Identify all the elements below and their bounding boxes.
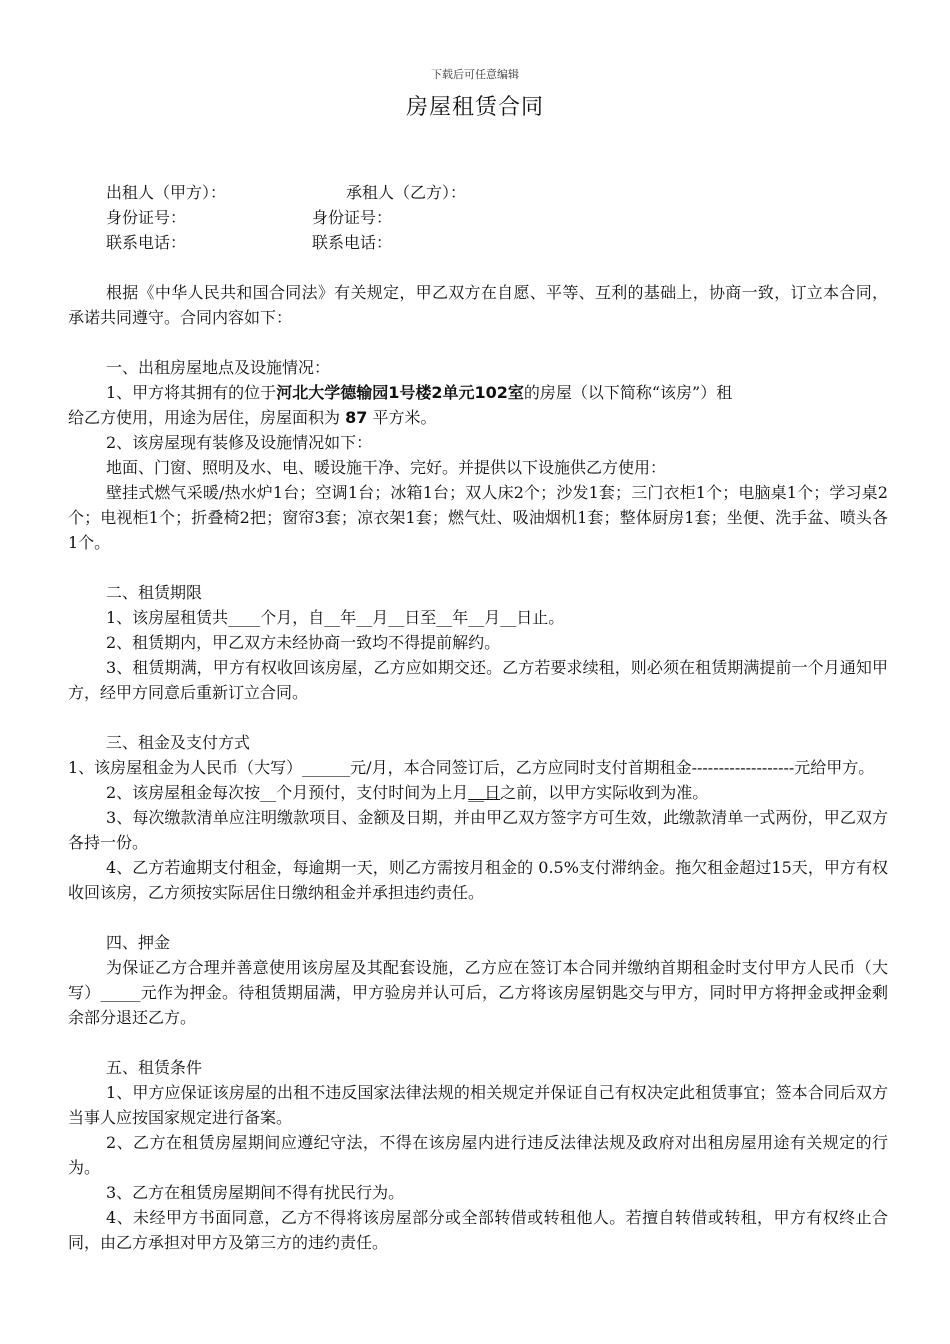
clause-text: 个月预付，支付时间为上月 [276, 783, 469, 802]
header-note: 下载后可任意编辑 [431, 68, 519, 81]
clause-text: 月 [484, 608, 501, 627]
blank-field: ____ [228, 608, 261, 627]
section-1-facilities-intro: 地面、门窗、照明及水、电、暖设施干净、完好。并提供以下设施供乙方使用： [106, 458, 667, 477]
lessee-label: 承租人（乙方）： [346, 183, 467, 202]
section-3-clause-2 [68, 780, 888, 805]
contract-title: 房屋租赁合同 [405, 95, 544, 120]
section-1-facilities-list: 壁挂式燃气采暖/热水炉1台；空调1台；冰箱1台；双人床2个；沙发1套；三门衣柜1个；电脑桌1个；学习桌2个；电视柜1个；折叠椅2把；窗帘3套；凉衣架1套；燃气灶、吸油烟机1套；整体厨房1套；坐便、洗手盆、喷头各1个。 [68, 483, 888, 552]
clause-text: 日至 [404, 608, 437, 627]
party-line-3 [68, 230, 888, 255]
preamble: 根据《中华人民共和国合同法》有关规定，甲乙双方在自愿、平等、互利的基础上，协商一致，订立本合同，承诺共同遵守。合同内容如下： [68, 283, 888, 327]
clause-text: 给乙方使用，用途为居住，房屋面积为 [68, 408, 346, 427]
blank-field: __ [468, 608, 485, 627]
clause-text: 1、甲方将其拥有的位于 [106, 383, 277, 402]
clause-text: 平方米。 [367, 408, 437, 427]
lessor-label: 出租人（甲方）： [106, 183, 227, 202]
property-address: 河北大学德输园1号楼2单元102室 [276, 383, 524, 402]
party-line-2 [68, 205, 888, 230]
blank-field: __ [436, 608, 453, 627]
section-5-heading: 五、租赁条件 [106, 1058, 203, 1077]
clause-text: 之前，以甲方实际收到为准。 [500, 783, 709, 802]
clause-text: 2、该房屋租金每次按 [106, 783, 261, 802]
blank-field: __ [324, 608, 341, 627]
blank-field: __日 [468, 783, 501, 802]
contract-body [68, 180, 888, 1255]
section-2-clause-1 [68, 605, 888, 630]
blank-field: __ [356, 608, 373, 627]
section-4-heading: 四、押金 [106, 933, 171, 952]
blank-field: __ [500, 608, 517, 627]
section-1-clause-1-cont [68, 405, 888, 430]
clause-text: 年 [340, 608, 357, 627]
section-5-clause-2: 2、乙方在租赁房屋期间应遵纪守法，不得在该房屋内进行违反法律法规及政府对出租房屋用途有关规定的行为。 [68, 1133, 888, 1177]
section-1-clause-1 [68, 380, 888, 405]
section-5-clause-3: 3、乙方在租赁房屋期间不得有扰民行为。 [106, 1183, 405, 1202]
property-area: 87 [345, 408, 368, 427]
blank-field: __ [260, 783, 277, 802]
blank-field: __ [388, 608, 405, 627]
section-1-heading: 一、出租房屋地点及设施情况： [106, 358, 331, 377]
section-4-clause-1: 为保证乙方合理并善意使用该房屋及其配套设施，乙方应在签订本合同并缴纳首期租金时支付甲方人民币（大写）_____元作为押金。待租赁期届满，甲方验房并认可后，乙方将该房屋钥匙交与甲方，同时甲方将押金或押金剩余部分退还乙方。 [68, 958, 888, 1027]
party-line-1 [68, 180, 888, 205]
section-5-clause-4: 4、未经甲方书面同意，乙方不得将该房屋部分或全部转借或转租他人。若擅自转借或转租，甲方有权终止合同，由乙方承担对甲方及第三方的违约责任。 [68, 1208, 888, 1252]
lessor-id-label: 身份证号： [106, 208, 187, 227]
lessee-id-label: 身份证号： [312, 208, 393, 227]
clause-text: 的房屋（以下简称“该房”）租 [523, 383, 733, 402]
section-2-heading: 二、租赁期限 [106, 583, 203, 602]
lessee-phone-label: 联系电话： [312, 233, 393, 252]
clause-text: 日止。 [516, 608, 565, 627]
clause-text: 个月，自 [260, 608, 325, 627]
section-2-clause-3: 3、租赁期满，甲方有权收回该房屋，乙方应如期交还。乙方若要求续租，则必须在租赁期满提前一个月通知甲方，经甲方同意后重新订立合同。 [68, 658, 888, 702]
section-3-heading: 三、租金及支付方式 [106, 733, 251, 752]
clause-text: 1、该房屋租赁共 [106, 608, 229, 627]
section-5-clause-1: 1、甲方应保证该房屋的出租不违反国家法律法规的相关规定并保证自己有权决定此租赁事宜；签本合同后双方当事人应按国家规定进行备案。 [68, 1083, 888, 1127]
clause-text: 月 [372, 608, 389, 627]
section-2-clause-2: 2、租赁期内，甲乙双方未经协商一致均不得提前解约。 [106, 633, 501, 652]
section-3-clause-4: 4、乙方若逾期支付租金，每逾期一天，则乙方需按月租金的 0.5%支付滞纳金。拖欠租金超过15天，甲方有权收回该房，乙方须按实际居住日缴纳租金并承担违约责任。 [68, 858, 888, 902]
section-3-clause-3: 3、每次缴款清单应注明缴款项目、金额及日期，并由甲乙双方签字方可生效，此缴款清单一式两份，甲乙双方各持一份。 [68, 808, 888, 852]
clause-text: 年 [452, 608, 469, 627]
section-3-clause-1: 1、该房屋租金为人民币（大写）______元/月，本合同签订后，乙方应同时支付首期租金-------------------元给甲方。 [68, 758, 875, 777]
section-1-clause-2: 2、该房屋现有装修及设施情况如下： [106, 433, 373, 452]
lessor-phone-label: 联系电话： [106, 233, 187, 252]
